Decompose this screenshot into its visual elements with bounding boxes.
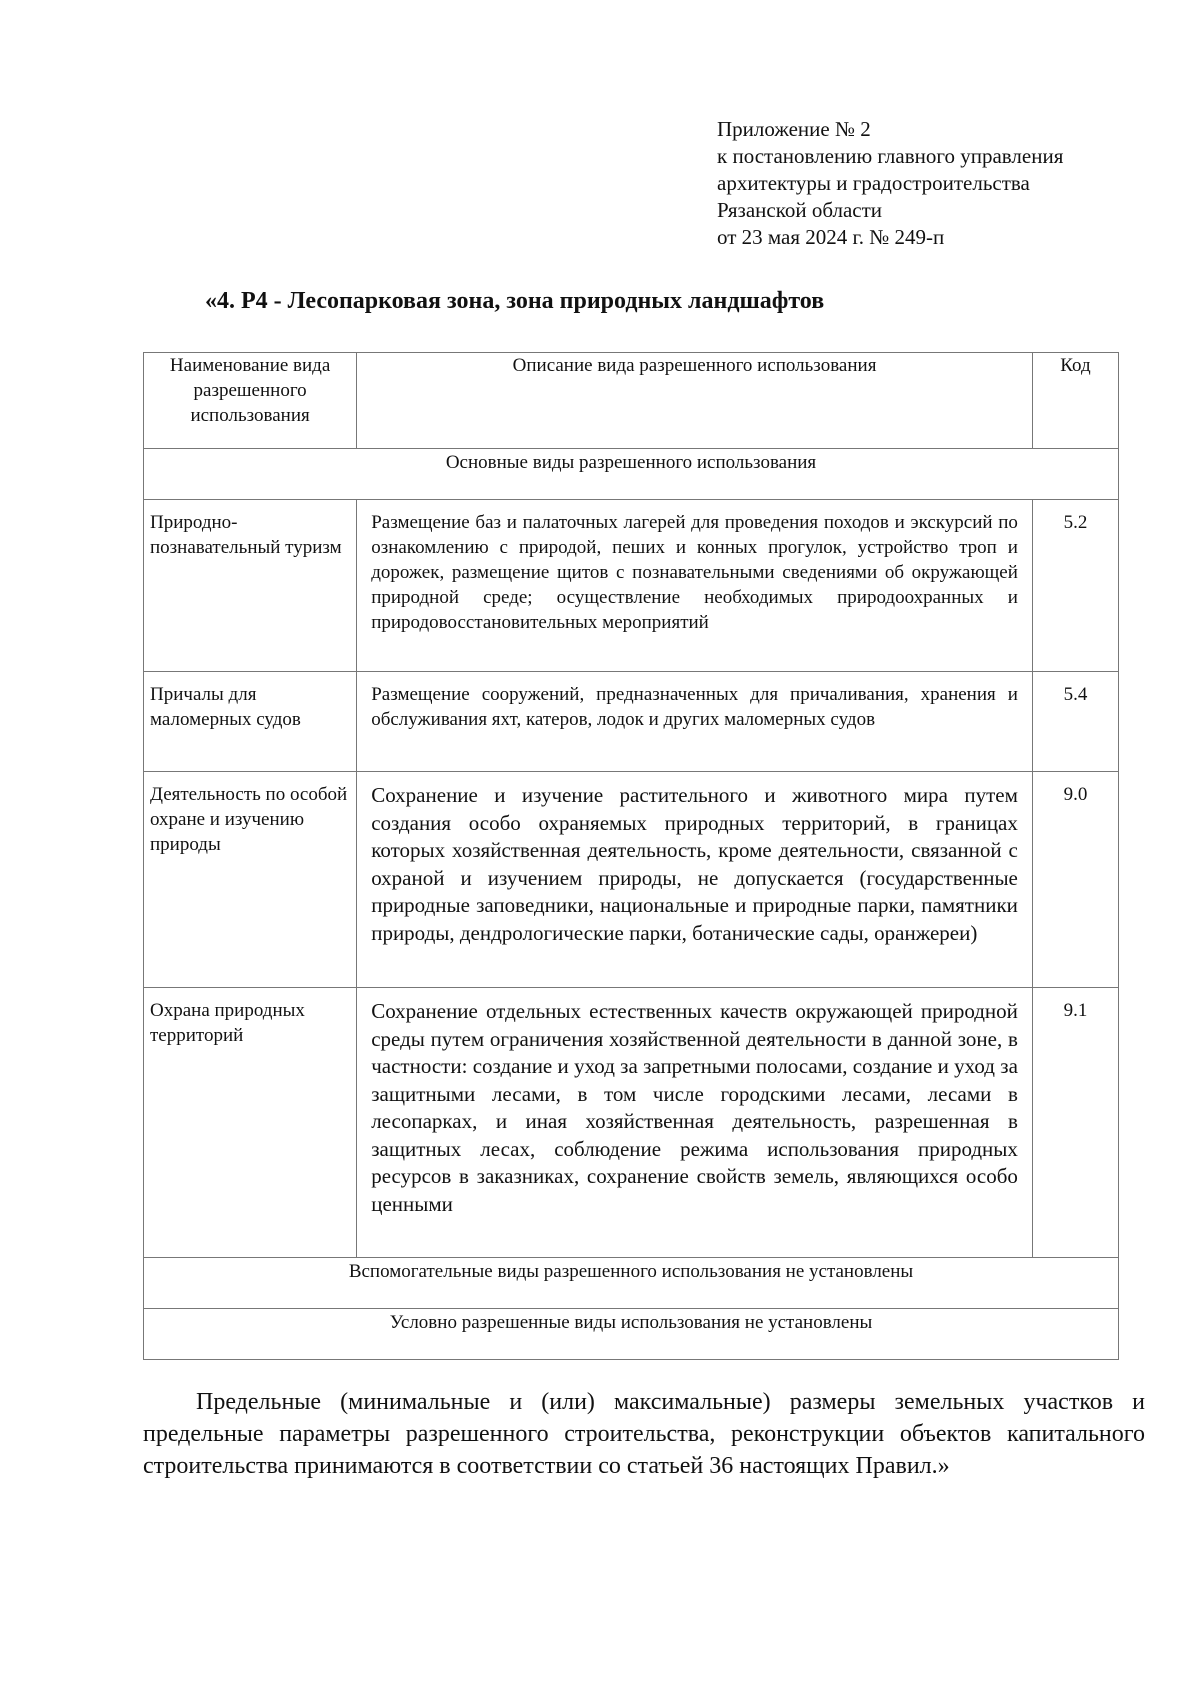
use-code: 9.0 bbox=[1032, 772, 1118, 988]
appendix-line: от 23 мая 2024 г. № 249-п bbox=[717, 225, 945, 249]
table-row bbox=[144, 772, 1119, 988]
appendix-line: архитектуры и градостроительства bbox=[717, 171, 1030, 195]
use-description: Сохранение отдельных естественных качеств окружающей природной среды путем ограничения хозяйственной деятельности в данной зоне, в частности: создание и уход за запретными полосами, создание и уход за защитными лесами, в том числе городскими лесами, лесами в лесопарках, и иная хозяйственная деятельность, разрешенная в защитных лесах, соблюдение режима использования природных ресурсов в заказниках, сохранение свойств земель, являющихся особо ценными bbox=[357, 988, 1033, 1258]
appendix-line: к постановлению главного управления bbox=[717, 144, 1064, 168]
table-header-row bbox=[144, 353, 1119, 449]
conditional-section-label: Условно разрешенные виды использования не установлены bbox=[144, 1309, 1119, 1360]
appendix-block bbox=[717, 116, 1063, 251]
use-code: 9.1 bbox=[1032, 988, 1118, 1258]
header-code: Код bbox=[1032, 353, 1118, 449]
table-row bbox=[144, 988, 1119, 1258]
table-row bbox=[144, 500, 1119, 672]
header-name: Наименование вида разрешенного использования bbox=[144, 353, 357, 449]
use-name: Причалы для маломерных судов bbox=[144, 672, 357, 772]
use-description: Сохранение и изучение растительного и животного мира путем создания особо охраняемых природных территорий, в границах которых хозяйственная деятельность, кроме деятельности, связанной с охраной и изучением природы, не допускается (государственные природные заповедники, национальные и природные парки, памятники природы, дендрологические парки, ботанические сады, оранжереи) bbox=[357, 772, 1033, 988]
use-description: Размещение баз и палаточных лагерей для проведения походов и экскурсий по ознакомлению с природой, пеших и конных прогулок, устройство троп и дорожек, размещение щитов с познавательными сведениями об окружающей природной среде; осуществление необходимых природоохранных и природовосстановительных мероприятий bbox=[357, 500, 1033, 672]
table-row bbox=[144, 672, 1119, 772]
auxiliary-section-label: Вспомогательные виды разрешенного использования не установлены bbox=[144, 1258, 1119, 1309]
permitted-use-table bbox=[143, 352, 1119, 1360]
use-code: 5.2 bbox=[1032, 500, 1118, 672]
zone-heading: «4. Р4 - Лесопарковая зона, зона природных ландшафтов bbox=[205, 288, 825, 314]
section-row-main bbox=[144, 449, 1119, 500]
section-row-auxiliary bbox=[144, 1258, 1119, 1309]
use-code: 5.4 bbox=[1032, 672, 1118, 772]
appendix-line: Приложение № 2 bbox=[717, 117, 871, 141]
use-name: Охрана природных территорий bbox=[144, 988, 357, 1258]
use-description: Размещение сооружений, предназначенных для причаливания, хранения и обслуживания яхт, катеров, лодок и других маломерных судов bbox=[357, 672, 1033, 772]
use-name: Деятельность по особой охране и изучению природы bbox=[144, 772, 357, 988]
use-name: Природно-познавательный туризм bbox=[144, 500, 357, 672]
closing-paragraph: Предельные (минимальные и (или) максимальные) размеры земельных участков и предельные параметры разрешенного строительства, реконструкции объектов капитального строительства принимаются в соответствии со статьей 36 настоящих Правил.» bbox=[143, 1389, 1145, 1479]
appendix-line: Рязанской области bbox=[717, 198, 883, 222]
section-row-conditional bbox=[144, 1309, 1119, 1360]
header-description: Описание вида разрешенного использования bbox=[357, 353, 1033, 449]
main-section-label: Основные виды разрешенного использования bbox=[144, 449, 1119, 500]
